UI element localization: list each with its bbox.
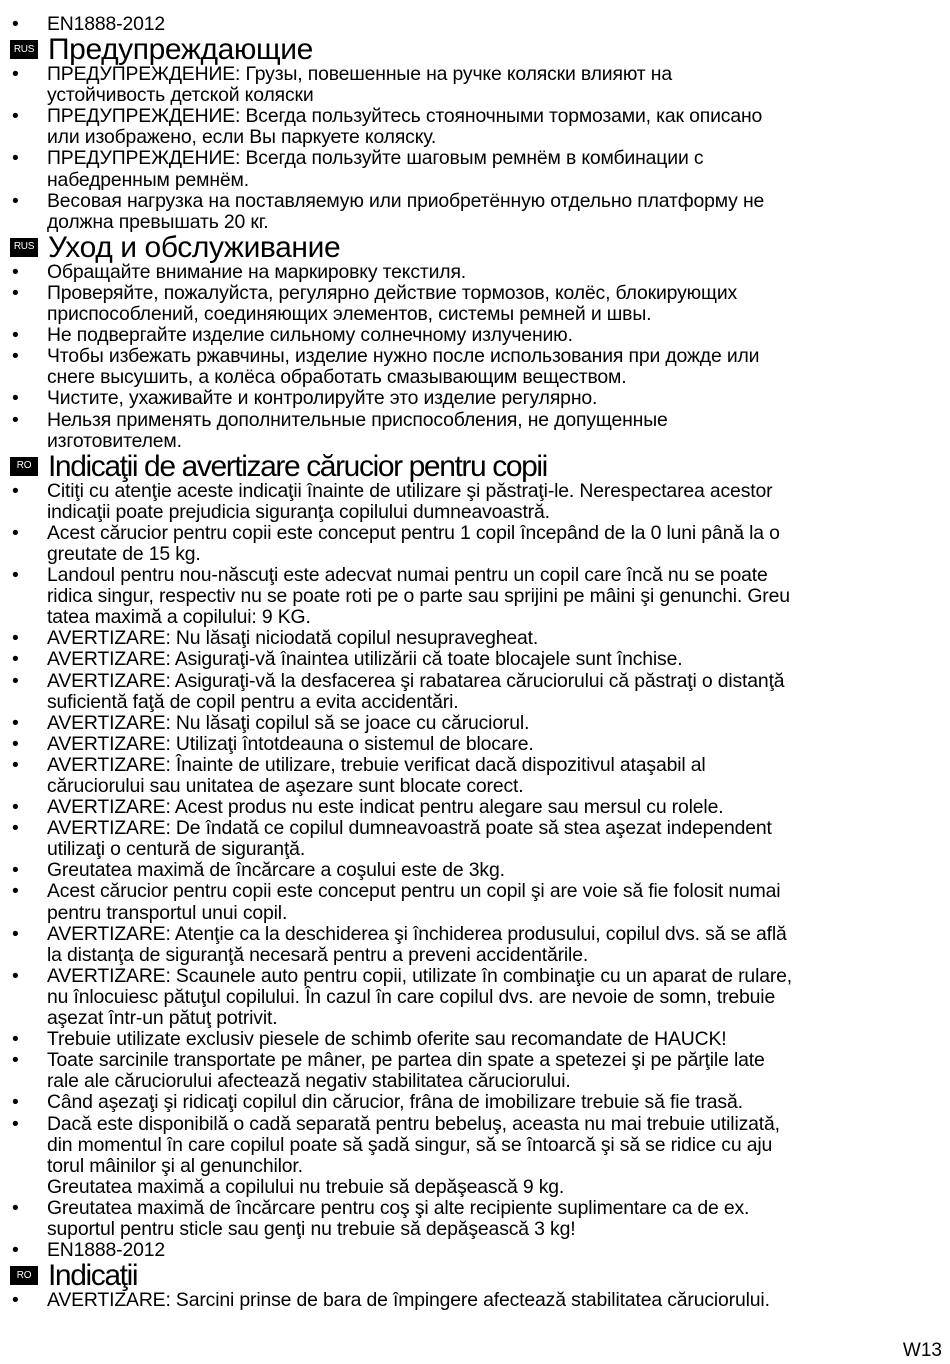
section-header-warnings-ru (10, 33, 940, 67)
language-flag-icon: RUS (10, 238, 38, 257)
section-list (10, 64, 940, 233)
list-item: • Dacă este disponibilă o cadă separată pentru bebeluş, aceasta nu mai trebuie utilizată, din momentul în care copilul poate să şadă singur, să se întoarcă şi să se ridice cu aju torul mâinilor şi al genunchilor. (10, 1114, 940, 1177)
list-item: • EN1888-2012 (10, 14, 940, 35)
section-title: Indicaţii (48, 1259, 138, 1293)
list-item: • ПРЕДУПРЕЖДЕНИЕ: Грузы, повешенные на ручке коляски влияют на устойчивость детской коляски (10, 64, 940, 106)
list-item: • Нельзя применять дополнительные приспособления, не допущенные изготовителем. (10, 410, 940, 452)
page-number: W13 (902, 1340, 942, 1361)
section-list (10, 262, 940, 452)
top-list (10, 14, 940, 35)
list-item: • Весовая нагрузка на поставляемую или приобретённую отдельно платформу не должна превышать 20 кг. (10, 191, 940, 233)
list-item: • AVERTIZARE: Nu lăsaţi niciodată copilul nesupravegheat. (10, 628, 940, 649)
list-item: • Обращайте внимание на маркировку текстиля. (10, 262, 940, 283)
section-title: Предупреждающие (48, 33, 313, 67)
list-item: • Чистите, ухаживайте и контролируйте это изделие регулярно. (10, 388, 940, 409)
manual-page (10, 14, 940, 1311)
section-header-care-ru (10, 230, 940, 264)
list-item: • AVERTIZARE: Acest produs nu este indicat pentru alegare sau mersul cu rolele. (10, 797, 940, 818)
list-item: • AVERTIZARE: Utilizaţi întotdeauna o sistemul de blocare. (10, 734, 940, 755)
list-item: • ПРЕДУПРЕЖДЕНИЕ: Всегда пользуйте шаговым ремнём в комбинации с набедренным ремнём. (10, 148, 940, 190)
section-header-warnings-ro (10, 449, 940, 483)
list-item: • Citiţi cu atenţie aceste indicaţii înainte de utilizare şi păstraţi-le. Nerespectarea acestor indicaţii poate prejudicia siguranţa copilului dumneavoastră. (10, 481, 940, 523)
list-item: • Не подвергайте изделие сильному солнечному излучению. (10, 325, 940, 346)
list-item: • Trebuie utilizate exclusiv piesele de schimb oferite sau recomandate de HAUCK! (10, 1029, 940, 1050)
list-item: • AVERTIZARE: Înainte de utilizare, trebuie verificat dacă dispozitivul ataşabil al căruciorului sau unitatea de aşezare sunt blocate corect. (10, 755, 940, 797)
list-item: • AVERTIZARE: Asiguraţi-vă la desfacerea şi rabatarea căruciorului că păstraţi o distanţă suficientă faţă de copil pentru a evita accidentări. (10, 671, 940, 713)
list-item: • Проверяйте, пожалуйста, регулярно действие тормозов, колёс, блокирующих приспособлений, соединяющих элементов, системы ремней и швы. (10, 283, 940, 325)
list-item: • AVERTIZARE: Nu lăsaţi copilul să se joace cu căruciorul. (10, 713, 940, 734)
section-title: Indicaţii de avertizare cărucior pentru copii (48, 449, 547, 483)
list-item: • AVERTIZARE: De îndată ce copilul dumneavoastră poate să stea aşezat independent utilizaţi o centură de siguranţă. (10, 818, 940, 860)
list-item: • Greutatea maximă de încărcare a coşului este de 3kg. (10, 860, 940, 881)
list-item: • AVERTIZARE: Sarcini prinse de bara de împingere afectează stabilitatea căruciorului. (10, 1290, 940, 1311)
section-list (10, 1290, 940, 1311)
language-flag-icon: RO (10, 1266, 38, 1285)
list-item: • Când aşezaţi şi ridicaţi copilul din cărucior, frâna de imobilizare trebuie să fie trasă. (10, 1092, 940, 1113)
list-item: • Greutatea maximă de încărcare pentru coş şi alte recipiente suplimentare ca de ex. suportul pentru sticle sau genţi nu trebuie să depăşească 3 kg! (10, 1198, 940, 1240)
list-item: • AVERTIZARE: Atenţie ca la deschiderea şi închiderea produsului, copilul dvs. să se află la distanţa de siguranţă necesară pentru a preveni accidentările. (10, 924, 940, 966)
section-header-indications-ro (10, 1259, 940, 1293)
list-item: • Landoul pentru nou-născuţi este adecvat numai pentru un copil care încă nu se poate ridica singur, respectiv nu se poate roti pe o parte sau sprijini pe mâini şi genunchi. Greu tatea maximă a copilului: 9 KG. (10, 565, 940, 628)
list-item: • ПРЕДУПРЕЖДЕНИЕ: Всегда пользуйтесь стояночными тормозами, как описано или изображено, если Вы паркуете коляску. (10, 106, 940, 148)
section-title: Уход и обслуживание (48, 230, 341, 264)
list-item: • EN1888-2012 (10, 1240, 940, 1261)
list-item: • Acest cărucior pentru copii este conceput pentru un copil şi are voie să fie folosit numai pentru transportul unui copil. (10, 881, 940, 923)
section-list (10, 481, 940, 1261)
list-item-continuation: Greutatea maximă a copilului nu trebuie să depăşească 9 kg. (47, 1175, 565, 1198)
language-flag-icon: RO (10, 457, 38, 476)
list-item: • Toate sarcinile transportate pe mâner, pe partea din spate a spetezei şi pe părţile late rale ale căruciorului afectează negativ stabilitatea căruciorului. (10, 1050, 940, 1092)
list-item: • AVERTIZARE: Asiguraţi-vă înaintea utilizării că toate blocajele sunt închise. (10, 649, 940, 670)
language-flag-icon: RUS (10, 40, 38, 59)
list-item: • Чтобы избежать ржавчины, изделие нужно после использования при дожде или снеге высушить, а колёса обработать смазывающим веществом. (10, 346, 940, 388)
list-item: • Acest cărucior pentru copii este conceput pentru 1 copil începând de la 0 luni până la o greutate de 15 kg. (10, 523, 940, 565)
list-item: • AVERTIZARE: Scaunele auto pentru copii, utilizate în combinaţie cu un aparat de rulare, nu înlocuiesc pătuţul copilului. În cazul în care copilul dvs. are nevoie de somn, trebuie aşezat într-un pătuţ potrivit. (10, 966, 940, 1029)
